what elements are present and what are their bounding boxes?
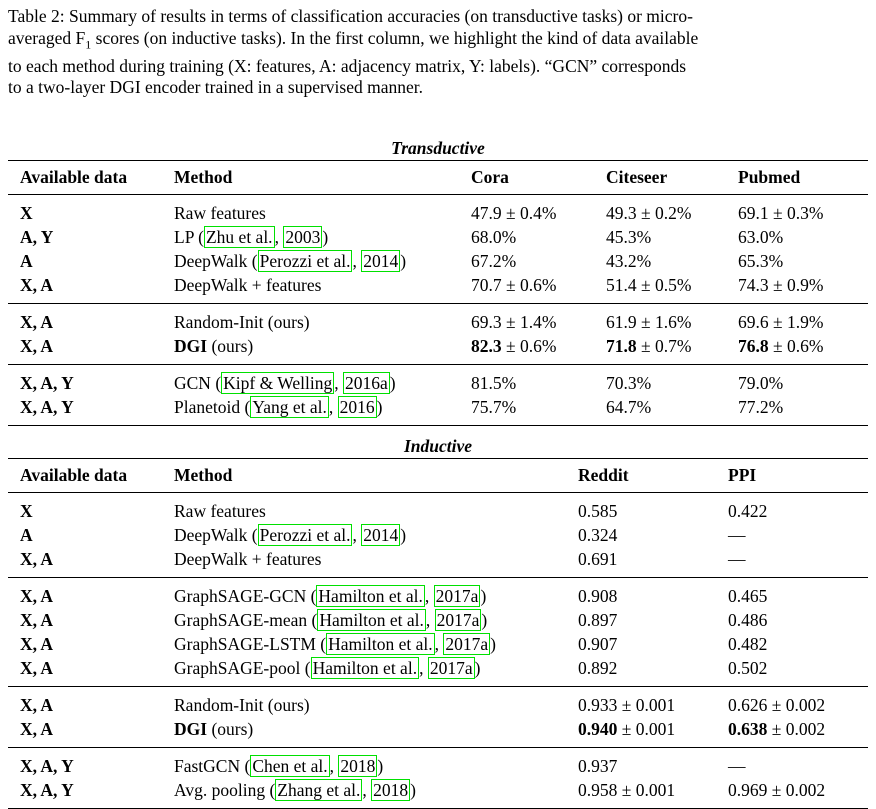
- value-text: 0.486: [728, 610, 768, 630]
- method-name: DeepWalk + features: [174, 275, 322, 295]
- method-name: Random-Init (ours): [174, 312, 310, 332]
- value-text: —: [728, 525, 746, 545]
- value-cell: [728, 547, 746, 571]
- method-cell: [174, 693, 310, 717]
- citation-link[interactable]: Hamilton et al.: [318, 586, 423, 606]
- value-cell: [578, 754, 617, 778]
- value-text: 0.422: [728, 501, 768, 521]
- value-cell: [738, 310, 823, 334]
- method-cell: LP ( Zhu et al. , 2003 ): [174, 227, 329, 247]
- method-name: GCN (: [174, 373, 222, 393]
- value-cell: [728, 778, 825, 802]
- value-cell: [471, 310, 556, 334]
- method-name: DeepWalk + features: [174, 549, 322, 569]
- table-row: [8, 754, 868, 778]
- value-text: 0.502: [728, 658, 768, 678]
- value-text: 47.9 ± 0.4%: [471, 203, 557, 223]
- method-name: GraphSAGE-LSTM (: [174, 634, 327, 654]
- method-cell: DeepWalk ( Perozzi et al. , 2014 ): [174, 525, 407, 545]
- value-cell: [606, 201, 691, 225]
- value-text: 67.2%: [471, 251, 517, 271]
- value-text: 0.897: [578, 610, 618, 630]
- table-row: [8, 499, 868, 523]
- caption-text: averaged F: [8, 27, 86, 48]
- citation-year-link[interactable]: 2016a: [345, 373, 388, 393]
- available-data-cell: X: [20, 501, 33, 521]
- method-cell: GCN ( Kipf & Welling , 2016a ): [174, 373, 396, 393]
- available-data-cell: X, A, Y: [20, 780, 74, 800]
- value-text: 64.7%: [606, 397, 652, 417]
- value-text: ± 0.6%: [501, 336, 557, 356]
- citation-year-link[interactable]: 2018: [373, 780, 409, 800]
- table-row: [8, 249, 868, 273]
- value-text: 0.626 ± 0.002: [728, 695, 826, 715]
- value-cell: [578, 778, 675, 802]
- value-cell: [606, 310, 691, 334]
- value-cell: [738, 249, 783, 273]
- value-text: 63.0%: [738, 227, 784, 247]
- value-cell: [578, 584, 617, 608]
- transductive-title: Transductive: [391, 138, 485, 158]
- row-group: [8, 578, 868, 686]
- value-text: ± 0.002: [767, 719, 826, 739]
- table-row: [8, 656, 868, 680]
- inductive-title: Inductive: [403, 436, 473, 456]
- citation-link[interactable]: Hamilton et al.: [319, 610, 424, 630]
- row-group: [8, 365, 868, 425]
- value-cell: [606, 225, 651, 249]
- best-value: 71.8: [606, 336, 637, 356]
- table-row: [8, 273, 868, 297]
- value-text: 51.4 ± 0.5%: [606, 275, 692, 295]
- value-cell: [471, 371, 516, 395]
- available-data-cell: X, A: [20, 549, 54, 569]
- method-cell: GraphSAGE-mean ( Hamilton et al. , 2017a ): [174, 610, 488, 630]
- column-header: Method: [174, 465, 233, 485]
- best-value: 0.638: [728, 719, 768, 739]
- table-row: [8, 334, 868, 358]
- method-name: DGI: [174, 719, 208, 739]
- value-text: 0.908: [578, 586, 618, 606]
- value-cell: [728, 693, 825, 717]
- citation-link[interactable]: Yang et al.: [252, 397, 327, 417]
- citation-link[interactable]: Hamilton et al.: [312, 658, 418, 678]
- citation-link[interactable]: Zhang et al.: [277, 780, 361, 800]
- citation-year-link[interactable]: 2017a: [429, 658, 473, 678]
- value-cell: [728, 499, 767, 523]
- table-row: [8, 371, 868, 395]
- value-text: 69.1 ± 0.3%: [738, 203, 824, 223]
- value-text: —: [728, 756, 746, 776]
- method-cell: FastGCN ( Chen et al. , 2018 ): [174, 756, 384, 776]
- citation-link[interactable]: Hamilton et al.: [328, 634, 433, 654]
- table-caption: [8, 6, 868, 99]
- available-data-cell: X: [20, 203, 33, 223]
- column-header: Cora: [471, 167, 509, 187]
- value-text: 68.0%: [471, 227, 517, 247]
- table-row: [8, 632, 868, 656]
- method-cell: [174, 310, 310, 334]
- value-text: 75.7%: [471, 397, 517, 417]
- value-cell: [606, 371, 651, 395]
- citation-year-link[interactable]: 2003: [285, 227, 321, 247]
- bottom-rule: [8, 425, 868, 426]
- table-row: [8, 584, 868, 608]
- value-text: —: [728, 549, 746, 569]
- value-cell: [728, 632, 767, 656]
- table-row: [8, 201, 868, 225]
- value-cell: [578, 656, 617, 680]
- value-cell: [606, 334, 691, 358]
- method-cell: [174, 201, 266, 225]
- available-data-cell: X, A: [20, 336, 54, 356]
- value-text: ± 0.7%: [636, 336, 692, 356]
- column-header: Available data: [20, 167, 128, 187]
- table-row: [8, 693, 868, 717]
- method-name: Avg. pooling (: [174, 780, 276, 800]
- method-name: GraphSAGE-GCN (: [174, 586, 317, 606]
- citation-year-link[interactable]: 2017a: [435, 586, 479, 606]
- method-name: LP (: [174, 227, 204, 247]
- value-cell: [728, 656, 767, 680]
- caption-subscript: 1: [85, 37, 92, 51]
- value-cell: [728, 717, 825, 741]
- available-data-cell: X, A, Y: [20, 373, 74, 393]
- method-cell: DeepWalk ( Perozzi et al. , 2014 ): [174, 251, 407, 271]
- available-data-cell: A: [20, 525, 33, 545]
- method-cell: [174, 273, 321, 297]
- citation-link[interactable]: Perozzi et al.: [259, 251, 351, 271]
- value-text: 49.3 ± 0.2%: [606, 203, 692, 223]
- value-cell: [578, 717, 675, 741]
- value-cell: [738, 225, 783, 249]
- table-row: [8, 717, 868, 741]
- method-name: FastGCN (: [174, 756, 251, 776]
- table-row: [8, 547, 868, 571]
- value-text: 0.324: [578, 525, 618, 545]
- value-text: 0.465: [728, 586, 768, 606]
- value-cell: [578, 693, 675, 717]
- value-text: 0.482: [728, 634, 768, 654]
- table-row: [8, 523, 868, 547]
- method-name: Random-Init (ours): [174, 695, 310, 715]
- column-header: Pubmed: [738, 167, 801, 187]
- value-cell: [728, 754, 746, 778]
- method-name: DGI: [174, 336, 208, 356]
- value-text: 74.3 ± 0.9%: [738, 275, 824, 295]
- citation-year-link[interactable]: 2017a: [436, 610, 480, 630]
- value-cell: [606, 395, 651, 419]
- value-cell: [578, 523, 617, 547]
- column-header: Reddit: [578, 465, 629, 485]
- value-text: 69.3 ± 1.4%: [471, 312, 557, 332]
- available-data-cell: X, A, Y: [20, 756, 74, 776]
- value-text: 70.3%: [606, 373, 652, 393]
- method-cell: Avg. pooling ( Zhang et al. , 2018 ): [174, 780, 416, 800]
- citation-link[interactable]: Zhu et al.: [205, 227, 273, 247]
- value-cell: [606, 249, 651, 273]
- value-cell: [578, 499, 617, 523]
- available-data-cell: X, A: [20, 695, 54, 715]
- method-name: Raw features: [174, 501, 266, 521]
- value-text: 0.958 ± 0.001: [578, 780, 676, 800]
- value-text: 70.7 ± 0.6%: [471, 275, 557, 295]
- value-cell: [606, 273, 691, 297]
- value-text: 0.691: [578, 549, 618, 569]
- value-text: 81.5%: [471, 373, 517, 393]
- method-name: (ours): [207, 336, 254, 356]
- value-text: 0.937: [578, 756, 618, 776]
- best-value: 76.8: [738, 336, 769, 356]
- value-text: 0.907: [578, 634, 618, 654]
- value-cell: [471, 395, 516, 419]
- value-cell: [738, 201, 823, 225]
- method-cell: [174, 547, 321, 571]
- best-value: 0.940: [578, 719, 618, 739]
- table-row: [8, 310, 868, 334]
- row-group: [8, 687, 868, 747]
- table-row: [8, 608, 868, 632]
- method-name: Raw features: [174, 203, 266, 223]
- table-row: [8, 225, 868, 249]
- citation-link[interactable]: Kipf & Welling: [223, 373, 333, 393]
- value-cell: [471, 249, 516, 273]
- value-text: 0.585: [578, 501, 618, 521]
- value-cell: [738, 334, 823, 358]
- available-data-cell: X, A: [20, 634, 54, 654]
- value-cell: [728, 608, 767, 632]
- citation-year-link[interactable]: 2016: [339, 397, 375, 417]
- caption-line-1: Table 2: Summary of results in terms of classification accuracies (on transductive tasks) or micro-: [8, 6, 693, 26]
- value-text: 0.933 ± 0.001: [578, 695, 676, 715]
- method-cell: GraphSAGE-LSTM ( Hamilton et al. , 2017a ): [174, 634, 496, 654]
- value-cell: [471, 273, 556, 297]
- available-data-cell: X, A: [20, 610, 54, 630]
- citation-link[interactable]: Perozzi et al.: [259, 525, 351, 545]
- value-text: 69.6 ± 1.9%: [738, 312, 824, 332]
- value-cell: [471, 225, 516, 249]
- available-data-cell: X, A, Y: [20, 397, 74, 417]
- method-cell: Planetoid ( Yang et al. , 2016 ): [174, 397, 383, 417]
- method-name: (ours): [207, 719, 254, 739]
- row-group: [8, 304, 868, 364]
- best-value: 82.3: [471, 336, 502, 356]
- value-cell: [578, 608, 617, 632]
- available-data-cell: X, A: [20, 312, 54, 332]
- caption-line-4: to a two-layer DGI encoder trained in a supervised manner.: [8, 77, 423, 97]
- method-cell: [174, 717, 253, 741]
- inductive-table: [8, 434, 868, 809]
- citation-year-link[interactable]: 2014: [363, 525, 399, 545]
- value-text: 65.3%: [738, 251, 784, 271]
- column-header: PPI: [728, 465, 757, 485]
- available-data-cell: A: [20, 251, 33, 271]
- method-cell: [174, 334, 253, 358]
- citation-year-link[interactable]: 2017a: [445, 634, 489, 654]
- header-row: [8, 459, 868, 492]
- method-cell: GraphSAGE-GCN ( Hamilton et al. , 2017a ): [174, 586, 487, 606]
- method-name: GraphSAGE-mean (: [174, 610, 318, 630]
- column-header: Available data: [20, 465, 128, 485]
- available-data-cell: X, A: [20, 719, 54, 739]
- caption-text: scores (on inductive tasks). In the first column, we highlight the kind of data available: [91, 27, 699, 48]
- transductive-table: [8, 136, 868, 426]
- available-data-cell: X, A: [20, 658, 54, 678]
- table-row: [8, 395, 868, 419]
- value-cell: [471, 201, 556, 225]
- value-text: 0.892: [578, 658, 618, 678]
- row-group: [8, 493, 868, 577]
- value-text: 0.969 ± 0.002: [728, 780, 826, 800]
- table-row: [8, 778, 868, 802]
- citation-year-link[interactable]: 2014: [363, 251, 399, 271]
- value-text: ± 0.6%: [768, 336, 824, 356]
- method-name: GraphSAGE-pool (: [174, 658, 311, 678]
- value-cell: [578, 547, 617, 571]
- value-text: 45.3%: [606, 227, 652, 247]
- column-header: Method: [174, 167, 233, 187]
- value-cell: [728, 523, 746, 547]
- header-row: [8, 161, 868, 194]
- value-text: 61.9 ± 1.6%: [606, 312, 692, 332]
- method-name: DeepWalk (: [174, 525, 258, 545]
- value-cell: [738, 395, 783, 419]
- column-header: Citeseer: [606, 167, 668, 187]
- value-cell: [728, 584, 767, 608]
- citation-year-link[interactable]: 2018: [340, 756, 376, 776]
- caption-line-3: to each method during training (X: features, A: adjacency matrix, Y: labels). “GCN” corresponds: [8, 55, 687, 76]
- value-text: 79.0%: [738, 373, 784, 393]
- citation-link[interactable]: Chen et al.: [252, 756, 328, 776]
- value-cell: [738, 371, 783, 395]
- method-name: Planetoid (: [174, 397, 251, 417]
- available-data-cell: X, A: [20, 586, 54, 606]
- value-cell: [471, 334, 556, 358]
- caption-line-2: [8, 28, 868, 56]
- row-group: [8, 195, 868, 303]
- available-data-cell: X, A: [20, 275, 54, 295]
- available-data-cell: A, Y: [20, 227, 54, 247]
- method-cell: GraphSAGE-pool ( Hamilton et al. , 2017a ): [174, 658, 481, 678]
- value-cell: [578, 632, 617, 656]
- method-name: DeepWalk (: [174, 251, 258, 271]
- value-text: ± 0.001: [617, 719, 676, 739]
- method-cell: [174, 499, 266, 523]
- row-group: [8, 748, 868, 808]
- value-text: 43.2%: [606, 251, 652, 271]
- value-cell: [738, 273, 823, 297]
- value-text: 77.2%: [738, 397, 784, 417]
